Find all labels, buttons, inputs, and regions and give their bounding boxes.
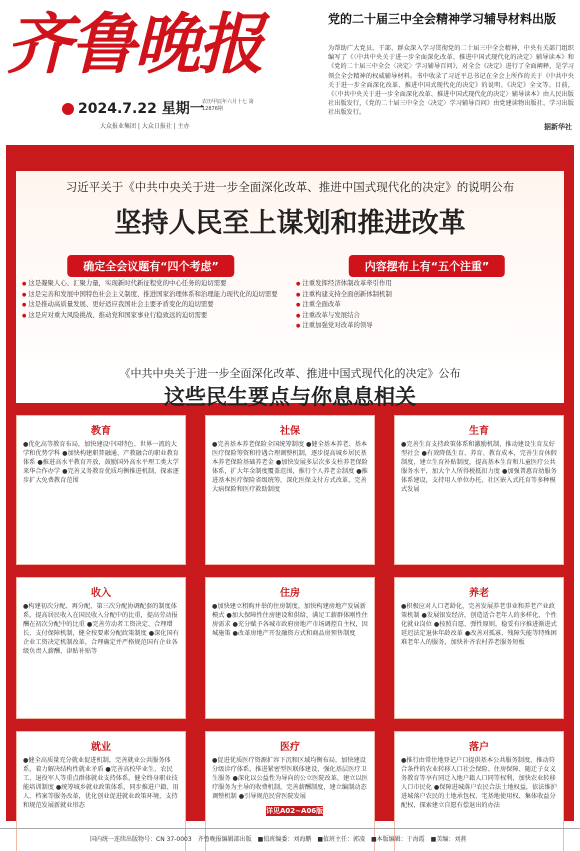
four-considerations-list <box>22 279 280 321</box>
card-title: 教育 <box>91 426 111 437</box>
lunar-date: 农历甲辰年六月十七 第12876期 <box>202 99 254 112</box>
livelihood-header <box>16 363 564 409</box>
list-item: ● 这是完善和发展中国特色社会主义制度、推进国家治理体系和治理能力现代化的迫切需要 <box>22 290 280 301</box>
feature-top-panel <box>16 171 564 385</box>
card-childbirth[interactable] <box>394 415 564 565</box>
list-item: ● 注重改革与发展结合 <box>296 311 558 322</box>
card-social-security[interactable] <box>205 415 375 565</box>
card-title: 住房 <box>280 588 300 599</box>
card-body: ●优化高等教育布局，加快建设中国特色、世界一流的大学和优势学科 ●加快构建职普融通、产教融合的职业教育体系 ●推进高水平教育开放，鼓励国外高水平理工类大学来华合作办学 ●完善义务教育优质均衡推进机制，探索逐步扩大免费教育范围 <box>23 441 179 485</box>
list-item: ● 这是凝聚人心、汇聚力量，实现新时代新征程党的中心任务的迫切需要 <box>22 279 280 290</box>
masthead <box>0 0 580 138</box>
livelihood-subtitle: 《中共中央关于进一步全面深化改革、推进中国式现代化的决定》公布 <box>119 367 461 380</box>
card-title: 落户 <box>469 742 489 753</box>
feature-headline[interactable]: 坚持人民至上谋划和推进改革 <box>114 208 466 239</box>
card-body: ●加快建立租购并举的住房制度，加快构建房地产发展新模式 ●加大保障性住房建设和供给，满足工薪群体刚性住房需求 ●充分赋予各城市政府房地产市场调控自主权，因城施策 ●改革房地产开发融资方式和商品房预售制度 <box>212 603 368 638</box>
five-focuses-title: 内容摆布上有“五个注重” <box>349 255 505 277</box>
list-item: ● 注重发挥经济体制改革牵引作用 <box>296 279 558 290</box>
card-income[interactable] <box>16 577 186 719</box>
newspaper-logo: 齐鲁晚报 <box>6 5 262 83</box>
five-focuses-box <box>296 255 558 367</box>
list-item: ● 注重加强党对改革的领导 <box>296 321 558 332</box>
five-focuses-list <box>296 279 558 332</box>
card-housing[interactable] <box>205 577 375 719</box>
card-body: ●促进优质医疗资源扩容下沉和区域均衡布局，加快建设分级诊疗体系，推进紧密型医联体建设，强化基层医疗卫生服务 ●深化以公益性为导向的公立医院改革，建立以医疗服务为主导的收费机制，完善薪酬制度，建立编制动态调整机制 ●引导规范民营医院发展 <box>212 757 368 801</box>
list-item: ● 这是应对重大风险挑战、推动党和国家事业行稳致远的迫切需要 <box>22 311 280 322</box>
feature-banner <box>6 145 574 821</box>
list-item: ● 这是推动高质量发展、更好适应我国社会主要矛盾变化的迫切需要 <box>22 300 280 311</box>
top-news-title[interactable]: 党的二十届三中全会精神学习辅导材料出版 <box>328 12 557 26</box>
date-text: 2024.7.22 星期一 <box>78 101 204 117</box>
card-title: 社保 <box>280 426 300 437</box>
card-title: 生育 <box>469 426 489 437</box>
star-icon <box>62 103 74 115</box>
page-footer: 国内统一连续出版物号：CN 37-0003 齐鲁晚报编辑部出版 ■值班编委：刘海鹏 ■值班主任：郭凌 ■本版编辑：于海霞 ■美编：刘燕 <box>0 828 580 851</box>
feature-subtitle: 习近平关于《中共中央关于进一步全面深化改革、推进中国式现代化的决定》的说明公布 <box>65 180 515 194</box>
card-education[interactable] <box>16 415 186 565</box>
card-title: 医疗 <box>280 742 300 753</box>
sponsor-line: 大众报业集团 | 大众日报社 | 主办 <box>100 123 190 130</box>
card-body: ●积极应对人口老龄化，完善发展养老事业和养老产业政策机制 ●发展银发经济，创造适合老年人的多样化、个性化就业岗位 ●按照自愿、弹性原则，稳妥有序推进渐进式延迟法定退休年龄改革 ●改善对孤寡、残障失能等特殊困难老年人的服务，加快补齐农村养老服务短板 <box>401 603 557 647</box>
see-more-link[interactable]: 详见A02~A06版 <box>266 807 324 815</box>
card-title: 就业 <box>91 742 111 753</box>
card-body: ●完善生育支持政策体系和激励机制，推动建设生育友好型社会 ●有效降低生育、养育、教育成本，完善生育休假制度，建立生育补贴制度，提高基本生育和儿童医疗公共服务水平，加大个人所得税抵扣力度 ●加强普惠育幼服务体系建设，支持用人单位办托、社区嵌入式托育等多种模式发展 <box>401 441 557 494</box>
card-body: ●构建初次分配、再分配、第三次分配协调配套的制度体系，提高居民收入在国民收入分配中的比重，提高劳动报酬在初次分配中的比重 ●完善劳动者工资决定、合理增长、支付保障机制，健全按要素分配政策制度 ●深化国有企业工资决定机制改革，合理确定并严格规范国有企业各级负责人薪酬、津贴补贴等 <box>23 603 179 656</box>
list-item: ● 注重全面改革 <box>296 300 558 311</box>
four-considerations-title: 确定全会议题有“四个考虑” <box>67 255 234 277</box>
livelihood-headline[interactable]: 这些民生要点与你息息相关 <box>164 384 416 409</box>
top-news-source: 据新华社 <box>544 123 572 131</box>
four-considerations-box <box>22 255 280 367</box>
card-body: ●完善基本养老保险全国统筹制度 ●健全基本养老、基本医疗保险筹资和待遇合理调整机制，逐步提高城乡居民基本养老保险基础养老金 ●加快发展多层次多支柱养老保险体系，扩大年金制度覆盖范围，推行个人养老金制度 ●推进基本医疗保险省级统筹，深化医保支付方式改革，完善大病保险和医疗救助制度 <box>212 441 368 494</box>
top-news-body: 为帮助广大党员、干部、群众深入学习贯彻党的二十届三中全会精神，中央有关部门组织编写了《〈中共中央关于进一步全面深化改革、推进中国式现代化的决定〉辅导读本》和《党的二十届三中全会〈决定〉学习辅导百问》，对全会《决定》进行了全面阐释，是学习领会全会精神的权威辅导材料。书中收录了习近平总书记在全会上所作的关于《中共中央关于进一步全面深化改革、推进中国式现代化的决定》的说明、《决定》全文等。目前，《〈中共中央关于进一步全面深化改革、推进中国式现代化的决定〉辅导读本》由人民出版社出版发行，《党的二十届三中全会〈决定〉学习辅导百问》由党建读物出版社、学习出版社出版发行。 <box>328 45 574 117</box>
issue-date <box>62 98 204 118</box>
card-title: 收入 <box>91 588 111 599</box>
card-body: ●推行由常住地登记户口提供基本公共服务制度，推动符合条件的农业转移人口社会保险、住房保障、随迁子女义务教育等享有同迁入地户籍人口同等权利，加快农业转移人口市民化 ●保障进城落户农民合法土地权益，依法维护进城落户农民的土地承包权、宅基地使用权、集体收益分配权，探索建立自愿有偿退出的办法 <box>401 757 557 810</box>
list-item: ● 注重构建支持全面创新体制机制 <box>296 290 558 301</box>
card-title: 养老 <box>469 588 489 599</box>
card-body: ●健全高质量充分就业促进机制，完善就业公共服务体系，着力解决结构性就业矛盾 ●完善高校毕业生、农民工、退役军人等重点群体就业支持体系，健全终身职业技能培训制度 ●统筹城乡就业政策体系，同步推进户籍、用人、档案等服务改革，优化创业促进就业政策环境，支持和规范发展新就业形态 <box>23 757 179 810</box>
card-elderly-care[interactable] <box>394 577 564 719</box>
